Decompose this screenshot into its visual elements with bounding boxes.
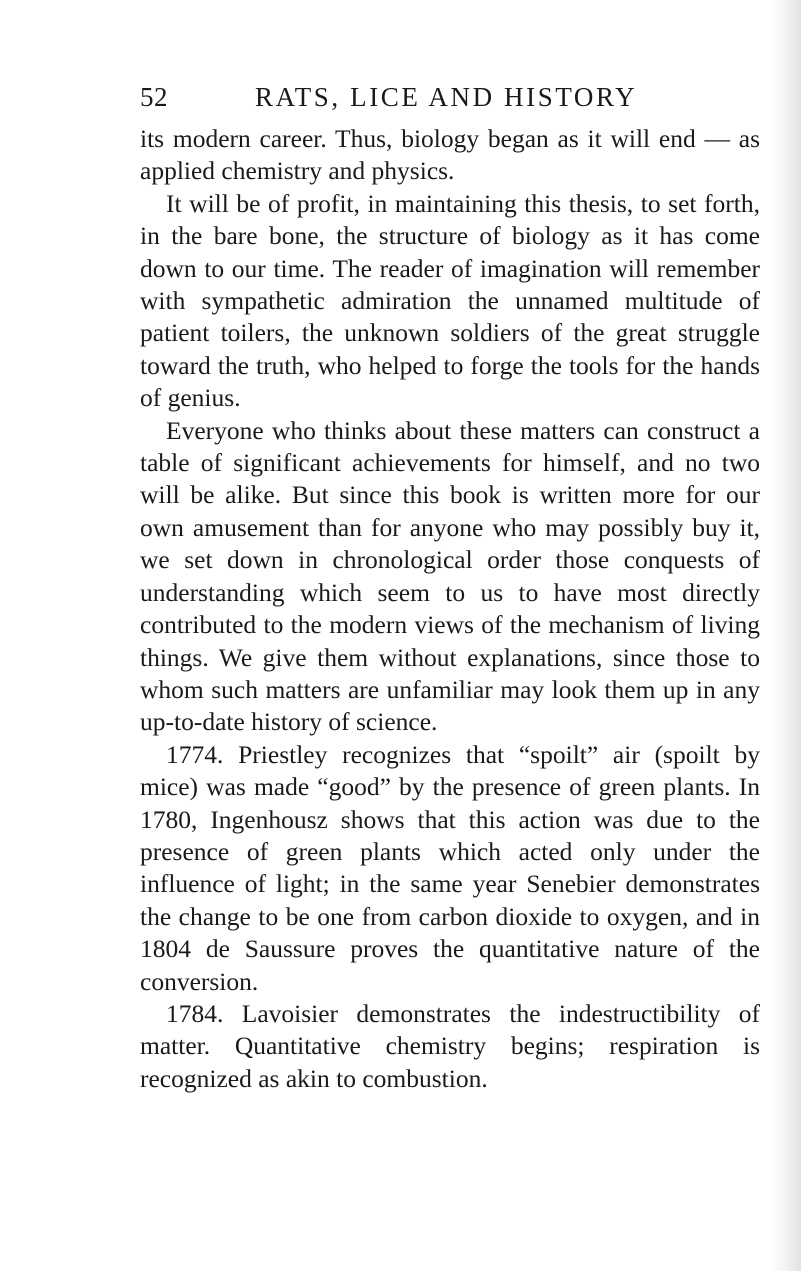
paragraph-1784: 1784. Lavoisier demonstrates the indestructibility of matter. Quantitative chemistry begins; respiration is recognized as akin to combustion. [140,998,760,1093]
paragraph-achievements: Everyone who thinks about these matters can construct a table of significant achievements for himself, and no two will be alike. But since this book is written more for our own amusement than for anyone who may possibly buy it, we set down in chronological order those conquests of understanding which seem to us to have most directly contributed to the modern views of the mechanism of living things. We give them without explanations, since those to whom such matters are unfamiliar may look them up in any up-to-date history of science. [140,415,760,737]
body-text [140,123,760,1095]
paragraph-1774: 1774. Priestley recognizes that “spoilt” air (spoilt by mice) was made “good” by the presence of green plants. In 1780, Ingenhousz shows that this action was due to the presence of green plants which acted only under the influence of light; in the same year Senebier demonstrates the change to be one from carbon dioxide to oxygen, and in 1804 de Saussure proves the quantitative nature of the conversion. [140,739,760,996]
paragraph-continuation: its modern career. Thus, biology began as it will end — as applied chemistry and physics. [140,124,760,186]
paragraph-thesis: It will be of profit, in maintaining this thesis, to set forth, in the bare bone, the structure of biology as it has come down to our time. The reader of imagination will remember with sympathetic admiration the unnamed multitude of patient toilers, the unknown soldiers of the great struggle toward the truth, who helped to forge the tools for the hands of genius. [140,188,760,413]
running-head: RATS, LICE AND HISTORY [255,82,638,112]
page-header [140,82,760,122]
page-number: 52 [140,82,168,112]
